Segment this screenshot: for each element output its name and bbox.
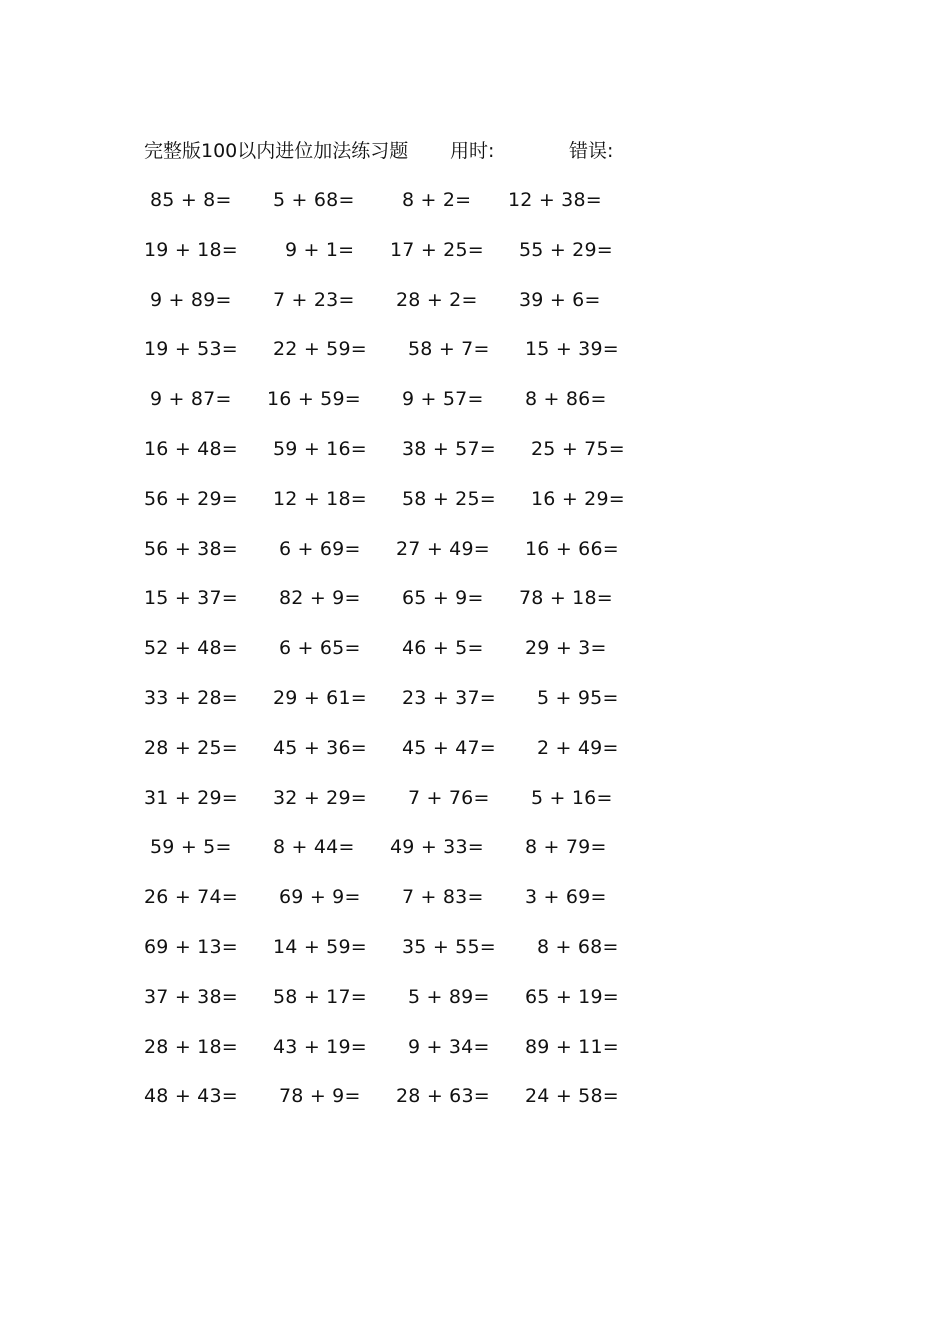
addition-problem: 7 + 76=: [408, 786, 490, 809]
addition-problem: 5 + 16=: [531, 786, 613, 809]
problem-row: [0, 784, 950, 834]
addition-problem: 65 + 19=: [525, 985, 619, 1008]
addition-problem: 27 + 49=: [396, 537, 490, 560]
addition-problem: 89 + 11=: [525, 1035, 619, 1058]
addition-problem: 6 + 69=: [279, 537, 361, 560]
addition-problem: 9 + 34=: [408, 1035, 490, 1058]
addition-problem: 8 + 79=: [525, 836, 607, 859]
addition-problem: 9 + 89=: [150, 288, 232, 311]
addition-problem: 58 + 17=: [273, 985, 367, 1008]
addition-problem: 82 + 9=: [279, 587, 361, 610]
addition-problem: 52 + 48=: [144, 637, 238, 660]
problem-row: [0, 634, 950, 684]
addition-problem: 35 + 55=: [402, 935, 496, 958]
addition-problem: 56 + 29=: [144, 487, 238, 510]
addition-problem: 6 + 65=: [279, 637, 361, 660]
problem-row: [0, 833, 950, 883]
addition-problem: 9 + 87=: [150, 388, 232, 411]
addition-problem: 58 + 7=: [408, 338, 490, 361]
addition-problem: 12 + 38=: [508, 189, 602, 211]
problem-row: [0, 385, 950, 435]
addition-problem: 56 + 38=: [144, 537, 238, 560]
addition-problem: 78 + 18=: [519, 587, 613, 610]
addition-problem: 7 + 83=: [402, 886, 484, 909]
addition-problem: 3 + 69=: [525, 886, 607, 909]
problem-row: [0, 335, 950, 385]
addition-problem: 28 + 25=: [144, 736, 238, 759]
time-used-label: 用时:: [450, 140, 495, 162]
problem-row: [0, 933, 950, 983]
addition-problem: 2 + 49=: [537, 736, 619, 759]
addition-problem: 15 + 39=: [525, 338, 619, 361]
addition-problem: 59 + 16=: [273, 437, 367, 460]
addition-problem: 32 + 29=: [273, 786, 367, 809]
problem-row: [0, 584, 950, 634]
addition-problem: 5 + 95=: [537, 686, 619, 709]
addition-problem: 16 + 48=: [144, 437, 238, 460]
addition-problem: 22 + 59=: [273, 338, 367, 361]
addition-problem: 16 + 59=: [267, 388, 361, 411]
addition-problem: 19 + 18=: [144, 238, 238, 261]
addition-problem: 8 + 68=: [537, 935, 619, 958]
problem-row: [0, 734, 950, 784]
problem-row: [0, 485, 950, 535]
addition-problem: 58 + 25=: [402, 487, 496, 510]
problem-row: [0, 186, 950, 236]
addition-problem: 48 + 43=: [144, 1085, 238, 1108]
addition-problem: 8 + 2=: [402, 189, 472, 211]
addition-problem: 8 + 44=: [273, 836, 355, 859]
problem-row: [0, 286, 950, 336]
addition-problem: 37 + 38=: [144, 985, 238, 1008]
addition-problem: 9 + 57=: [402, 388, 484, 411]
addition-problem: 24 + 58=: [525, 1085, 619, 1108]
addition-problem: 39 + 6=: [519, 288, 601, 311]
addition-problem: 43 + 19=: [273, 1035, 367, 1058]
addition-problem: 45 + 47=: [402, 736, 496, 759]
addition-problem: 16 + 29=: [531, 487, 625, 510]
addition-problem: 26 + 74=: [144, 886, 238, 909]
problem-row: [0, 435, 950, 485]
addition-problem: 33 + 28=: [144, 686, 238, 709]
worksheet-title: 完整版100以内进位加法练习题: [144, 140, 409, 162]
addition-problem: 55 + 29=: [519, 238, 613, 261]
addition-problem: 65 + 9=: [402, 587, 484, 610]
problem-row: [0, 684, 950, 734]
addition-problem: 14 + 59=: [273, 935, 367, 958]
addition-problem: 38 + 57=: [402, 437, 496, 460]
addition-problem: 19 + 53=: [144, 338, 238, 361]
problem-row: [0, 883, 950, 933]
problem-grid: [0, 186, 950, 1132]
addition-problem: 25 + 75=: [531, 437, 625, 460]
addition-problem: 69 + 13=: [144, 935, 238, 958]
addition-problem: 5 + 89=: [408, 985, 490, 1008]
addition-problem: 28 + 2=: [396, 288, 478, 311]
addition-problem: 59 + 5=: [150, 836, 232, 859]
addition-problem: 45 + 36=: [273, 736, 367, 759]
addition-problem: 28 + 63=: [396, 1085, 490, 1108]
addition-problem: 5 + 68=: [273, 189, 355, 211]
addition-problem: 46 + 5=: [402, 637, 484, 660]
addition-problem: 29 + 61=: [273, 686, 367, 709]
addition-problem: 49 + 33=: [390, 836, 484, 859]
addition-problem: 29 + 3=: [525, 637, 607, 660]
problem-row: [0, 535, 950, 585]
addition-problem: 31 + 29=: [144, 786, 238, 809]
addition-problem: 69 + 9=: [279, 886, 361, 909]
addition-problem: 16 + 66=: [525, 537, 619, 560]
addition-problem: 28 + 18=: [144, 1035, 238, 1058]
addition-problem: 15 + 37=: [144, 587, 238, 610]
addition-problem: 85 + 8=: [150, 189, 232, 211]
problem-row: [0, 983, 950, 1033]
addition-problem: 9 + 1=: [285, 238, 355, 261]
addition-problem: 17 + 25=: [390, 238, 484, 261]
errors-label: 错误:: [569, 140, 614, 162]
addition-problem: 78 + 9=: [279, 1085, 361, 1108]
addition-problem: 8 + 86=: [525, 388, 607, 411]
addition-problem: 12 + 18=: [273, 487, 367, 510]
problem-row: [0, 1082, 950, 1132]
addition-problem: 23 + 37=: [402, 686, 496, 709]
problem-row: [0, 1033, 950, 1083]
problem-row: [0, 236, 950, 286]
addition-problem: 7 + 23=: [273, 288, 355, 311]
